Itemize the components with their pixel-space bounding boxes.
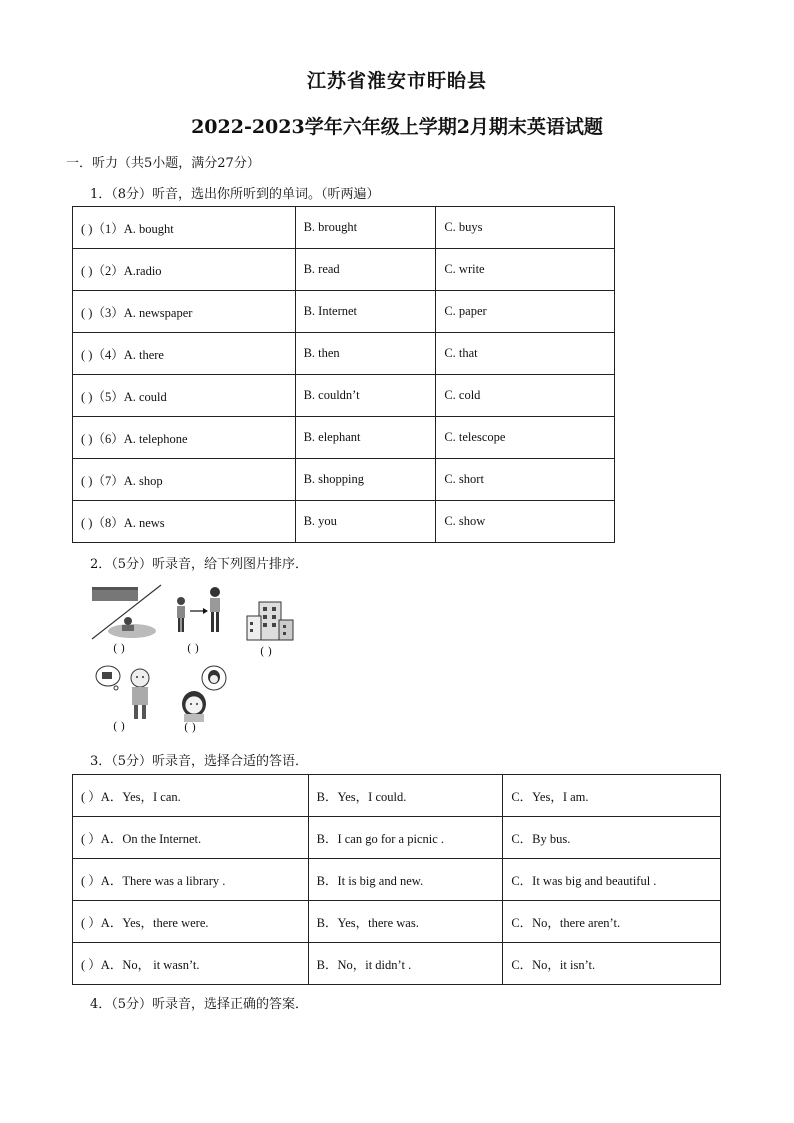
table-row <box>73 291 615 333</box>
option-cell: B. couldn’t <box>295 375 436 417</box>
option-cell: C. buys <box>436 207 615 249</box>
option-cell: C. show <box>436 501 615 543</box>
option-cell: ( )（2）A.radio <box>73 249 296 291</box>
option-cell: ( )（8）A. news <box>73 501 296 543</box>
option-cell: ( ）A．There was a library . <box>73 859 309 901</box>
table-row <box>73 459 615 501</box>
option-cell: C．No，there aren’t. <box>503 901 721 943</box>
option-cell: C. cold <box>436 375 615 417</box>
option-cell: ( )（6）A. telephone <box>73 417 296 459</box>
option-cell: B．No，it didn’t . <box>308 943 503 985</box>
answer-paren: ( ) <box>113 642 126 655</box>
question-2-prompt: 2．（5分）听录音，给下列图片排序． <box>90 557 309 572</box>
lake-scene-icon <box>88 583 163 641</box>
table-row <box>73 817 721 859</box>
page-subtitle: 2022-2023学年六年级上学期2月期末英语试题 <box>191 116 603 138</box>
option-cell: C. write <box>436 249 615 291</box>
option-cell: ( )（4）A. there <box>73 333 296 375</box>
option-cell: ( ）A．No， it wasn’t. <box>73 943 309 985</box>
option-cell: B．I can go for a picnic . <box>308 817 503 859</box>
option-cell: C．No，it isn’t. <box>503 943 721 985</box>
option-cell: B. you <box>295 501 436 543</box>
people-walking-icon <box>170 585 230 637</box>
question-3-prompt: 3．（5分）听录音，选择合适的答语． <box>90 754 309 769</box>
option-cell: ( ）A．Yes，I can. <box>73 775 309 817</box>
option-cell: ( ）A．Yes，there were. <box>73 901 309 943</box>
option-cell: B. Internet <box>295 291 436 333</box>
option-cell: C．It was big and beautiful . <box>503 859 721 901</box>
building-icon <box>245 598 297 644</box>
option-cell: ( )（5）A. could <box>73 375 296 417</box>
option-cell: C．By bus. <box>503 817 721 859</box>
option-cell: ( )（7）A. shop <box>73 459 296 501</box>
table-row <box>73 775 721 817</box>
table-row <box>73 249 615 291</box>
option-cell: C. telescope <box>436 417 615 459</box>
option-cell: B. then <box>295 333 436 375</box>
option-cell: B. brought <box>295 207 436 249</box>
option-cell: C. that <box>436 333 615 375</box>
answer-paren: ( ) <box>184 721 197 734</box>
option-cell: C. paper <box>436 291 615 333</box>
question-1-table <box>72 206 615 543</box>
option-cell: C．Yes，I am. <box>503 775 721 817</box>
table-row <box>73 333 615 375</box>
option-cell: ( )（1）A. bought <box>73 207 296 249</box>
option-cell: B. shopping <box>295 459 436 501</box>
question-4-prompt: 4．（5分）听录音，选择正确的答案． <box>90 997 309 1012</box>
table-row <box>73 501 615 543</box>
table-row <box>73 375 615 417</box>
option-cell: ( ）A．On the Internet. <box>73 817 309 859</box>
option-cell: B．Yes，I could. <box>308 775 503 817</box>
answer-paren: ( ) <box>260 645 273 658</box>
table-row <box>73 901 721 943</box>
option-cell: B. elephant <box>295 417 436 459</box>
section-heading: 一．听力（共5小题，满分27分） <box>66 156 260 171</box>
table-row <box>73 859 721 901</box>
girl-portrait-icon <box>176 664 228 722</box>
grandpa-thinking-icon <box>94 664 156 720</box>
table-row <box>73 943 721 985</box>
option-cell: B．It is big and new. <box>308 859 503 901</box>
option-cell: B．Yes，there was. <box>308 901 503 943</box>
table-row <box>73 207 615 249</box>
answer-paren: ( ) <box>187 642 200 655</box>
question-1-prompt: 1．（8分）听音，选出你所听到的单词。（听两遍） <box>90 187 380 202</box>
page-title: 江苏省淮安市盱眙县 <box>306 70 487 92</box>
question-3-table <box>72 774 721 985</box>
answer-paren: ( ) <box>113 720 126 733</box>
option-cell: C. short <box>436 459 615 501</box>
table-row <box>73 417 615 459</box>
option-cell: ( )（3）A. newspaper <box>73 291 296 333</box>
option-cell: B. read <box>295 249 436 291</box>
